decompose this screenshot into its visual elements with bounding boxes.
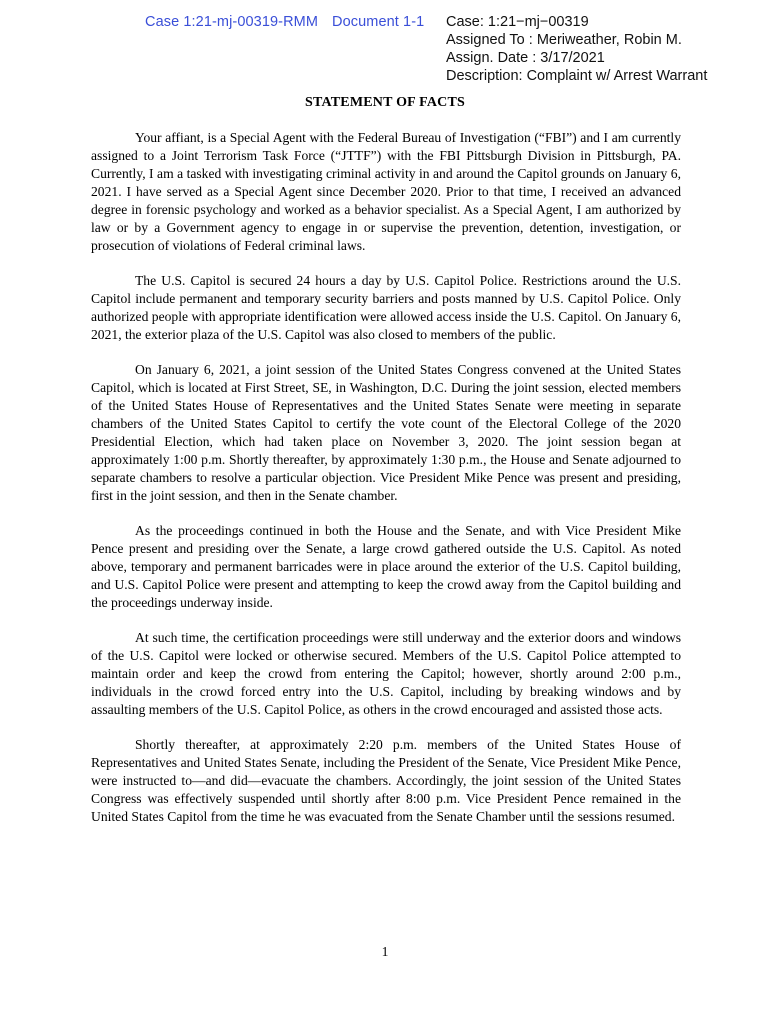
case-line: Case: 1:21−mj−00319 (446, 14, 589, 30)
assigned-to-line: Assigned To : Meriweather, Robin M. (446, 32, 682, 48)
paragraph-affiant: Your affiant, is a Special Agent with the Federal Bureau of Investigation (“FBI”) and I am currently assigned to a Joint Terrorism Task Force (“JTTF”) with the FBI Pittsburgh Division in Pittsburgh, PA. Currently, I am a tasked with investigating criminal activity in and around the Capitol grounds on January 6, 2021. I have served as a Special Agent since December 2020. Prior to that time, I received an advanced degree in forensic psychology and worked as a behavior specialist. As a Special Agent, I am authorized by law or by a Government agency to engage in or supervise the prevention, detention, investigation, or prosecution of violations of Federal criminal laws. (91, 130, 681, 253)
paragraph-capitol-security: The U.S. Capitol is secured 24 hours a day by U.S. Capitol Police. Restrictions around the U.S. Capitol include permanent and temporary security barriers and posts manned by U.S. Capitol Police. Only authorized people with appropriate identification were allowed access inside the U.S. Capitol. On January 6, 2021, the exterior plaza of the U.S. Capitol was also closed to members of the public. (91, 273, 681, 342)
paragraph-evacuation: Shortly thereafter, at approximately 2:20 p.m. members of the United States House of Representatives and United States Senate, including the President of the Senate, Vice President Mike Pence, were instructed to—and did—evacuate the chambers. Accordingly, the joint session of the United States Congress was effectively suspended until shortly after 8:00 p.m. Vice President Pence remained in the United States Capitol from the time he was evacuated from the Senate Chamber until the sessions resumed. (91, 737, 681, 824)
statement-body (91, 129, 681, 843)
case-assignment-block (446, 13, 756, 85)
paragraph-crowd: As the proceedings continued in both the House and the Senate, and with Vice President Mike Pence present and presiding over the Senate, a large crowd gathered outside the U.S. Capitol. As noted above, temporary and permanent barricades were in place around the exterior of the U.S. Capitol building, and U.S. Capitol Police were present and attempting to keep the crowd away from the Capitol building and the proceedings underway inside. (91, 523, 681, 610)
assign-date-line: Assign. Date : 3/17/2021 (446, 50, 605, 66)
case-number-stamp: Case 1:21-mj-00319-RMM (145, 14, 319, 30)
ecf-header-stamp (145, 14, 424, 30)
description-line: Description: Complaint w/ Arrest Warrant (446, 68, 708, 84)
paragraph-joint-session: On January 6, 2021, a joint session of the United States Congress convened at the United States Capitol, which is located at First Street, SE, in Washington, D.C. During the joint session, elected members of the United States House of Representatives and the United States Senate were meeting in separate chambers of the United States Capitol to certify the vote count of the Electoral College of the 2020 Presidential Election, which had taken place on November 3, 2020. The joint session began at approximately 1:00 p.m. Shortly thereafter, by approximately 1:30 p.m., the House and Senate adjourned to separate chambers to resolve a particular objection. Vice President Mike Pence was present and presiding, first in the joint session, and then in the Senate chamber. (91, 362, 681, 503)
page-number: 1 (381, 944, 389, 959)
document-number-stamp: Document 1-1 (332, 14, 425, 30)
document-title: STATEMENT OF FACTS (305, 95, 465, 110)
paragraph-forced-entry: At such time, the certification proceedings were still underway and the exterior doors and windows of the U.S. Capitol were locked or otherwise secured. Members of the U.S. Capitol Police attempted to maintain order and keep the crowd from entering the Capitol; however, shortly around 2:00 p.m., individuals in the crowd forced entry into the U.S. Capitol, including by breaking windows and by assaulting members of the U.S. Capitol Police, as others in the crowd encouraged and assisted those acts. (91, 630, 681, 717)
